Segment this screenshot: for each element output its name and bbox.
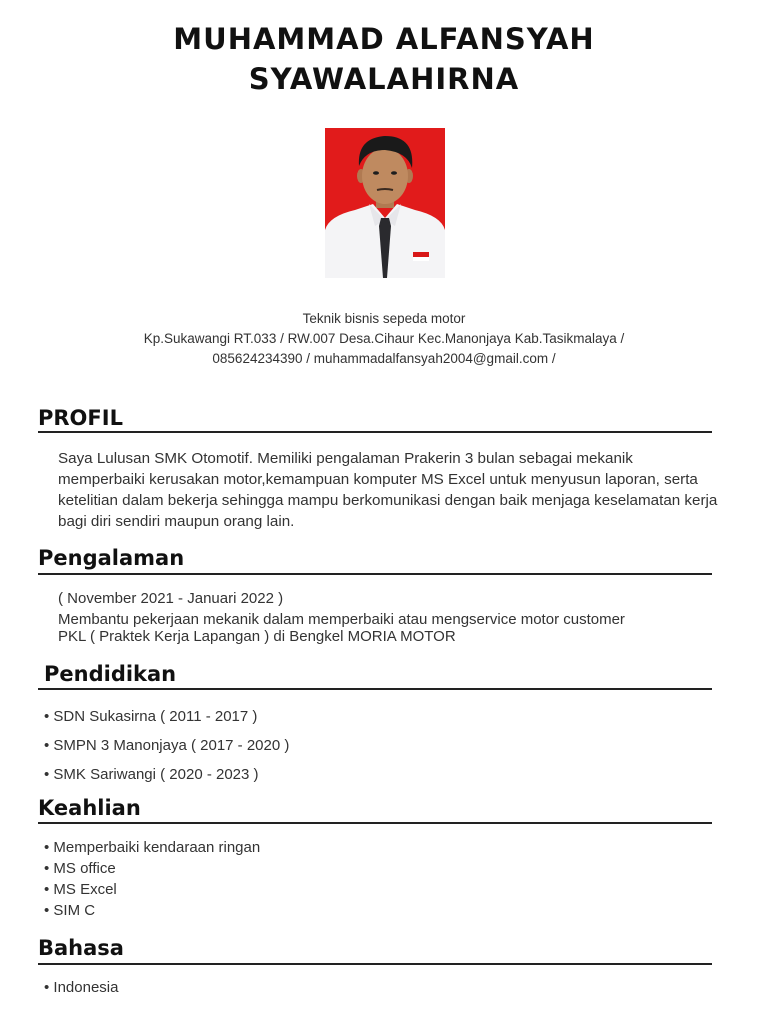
education-item: • SDN Sukasirna ( 2011 - 2017 ) [44,708,258,725]
phone-email: 085624234390 / muhammadalfansyah2004@gmail.com / [212,351,556,366]
person-photo-icon [325,128,445,278]
section-title-keahlian: Keahlian [38,796,141,820]
section-title-profil: PROFIL [38,406,123,430]
skill-item: • SIM C [44,902,96,919]
subtitle: Teknik bisnis sepeda motor [302,311,466,326]
section-title-pengalaman: Pengalaman [38,546,185,570]
skill-item: • MS office [44,860,116,877]
education-item: • SMK Sariwangi ( 2020 - 2023 ) [44,766,259,783]
profile-paragraph: Saya Lulusan SMK Otomotif. Memiliki pengalaman Prakerin 3 bulan sebagai mekanik memperbaiki kerusakan motor,kemampuan komputer MS Excel untuk menyusun laporan, serta ketelitian dalam bekerja sehingga mampu berkomunikasi dengan baik menjaga keselamatan kerja bagi diri sendiri maupun orang lain. [58,450,718,530]
skill-item: • Memperbaiki kendaraan ringan [44,839,261,856]
profile-photo [325,128,445,278]
experience-place: PKL ( Praktek Kerja Lapangan ) di Bengkel MORIA MOTOR [58,628,456,645]
education-item: • SMPN 3 Manonjaya ( 2017 - 2020 ) [44,737,290,754]
section-title-pendidikan: Pendidikan [44,662,177,686]
section-title-bahasa: Bahasa [38,936,124,960]
section-divider [38,573,712,575]
experience-period: ( November 2021 - Januari 2022 ) [58,590,284,607]
experience-description: Membantu pekerjaan mekanik dalam memperbaiki atau mengservice motor customer [58,611,625,628]
name-line-2: SYAWALAHIRNA [248,62,520,96]
name-line-1: MUHAMMAD ALFANSYAH [173,22,595,56]
language-item: • Indonesia [44,979,119,996]
section-divider [38,431,712,433]
skill-item: • MS Excel [44,881,117,898]
section-divider [38,963,712,965]
section-divider [38,822,712,824]
address: Kp.Sukawangi RT.033 / RW.007 Desa.Cihaur Kec.Manonjaya Kab.Tasikmalaya / [143,331,625,346]
section-divider [38,688,712,690]
